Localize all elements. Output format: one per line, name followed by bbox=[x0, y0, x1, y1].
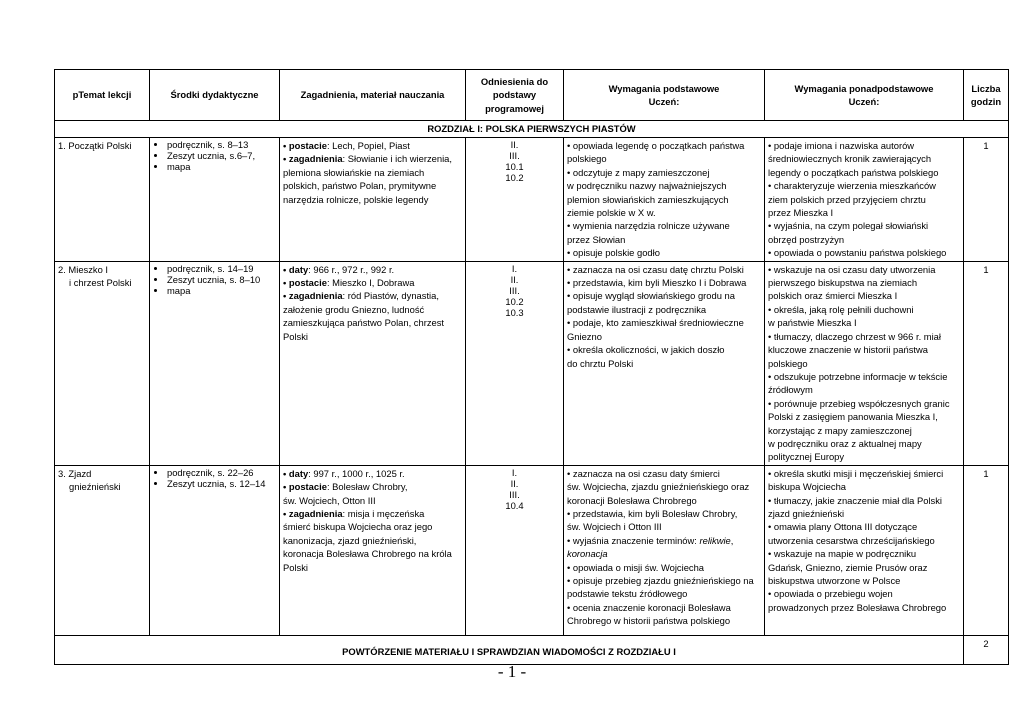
srodki-item: • mapa bbox=[167, 285, 276, 296]
zagadnienia-line bbox=[283, 520, 462, 533]
wymaganie-podstawowe: Gniezno bbox=[567, 330, 602, 342]
zagadnienia-text: : ród Piastów, dynastia, bbox=[342, 290, 439, 302]
odniesienie: I. bbox=[511, 466, 518, 478]
wymaganie-podstawowe: • odczytuje z mapy zamieszczonej bbox=[567, 166, 710, 178]
wymaganie-ponadpodstawowe: utworzenia cesarstwa chrześcijańskiego bbox=[768, 534, 935, 546]
zagadnienia-cell bbox=[280, 138, 466, 262]
wymaganie-ponadpodstawowe: zjazd gnieźnieński bbox=[768, 507, 845, 519]
wymaganie-ponadpodstawowe: średniowiecznych kronik zawierających bbox=[768, 153, 932, 165]
srodki-cell bbox=[150, 138, 280, 262]
header-row bbox=[55, 70, 1009, 121]
zagadnienia-line bbox=[283, 561, 462, 574]
srodki-item: • Zeszyt ucznia, s. 12–14 bbox=[167, 478, 276, 489]
odniesienie: 10.2 bbox=[505, 295, 524, 307]
srodki-cell bbox=[150, 465, 280, 635]
header-odniesienia: Odniesienia do podstawy programowej bbox=[466, 70, 564, 121]
lesson-title bbox=[55, 138, 150, 262]
zagadnienia-keyword: • zagadnienia bbox=[283, 153, 343, 165]
wymaganie-podstawowe: koronacji Bolesława Chrobrego bbox=[567, 494, 697, 506]
wymaganie-ponadpodstawowe: • określa, jaką rolę pełnili duchowni bbox=[768, 303, 914, 315]
wymaganie-ponadpodstawowe: ziem polskich przed przyjęciem chrztu bbox=[768, 193, 926, 205]
wymaganie-ponadpodstawowe: prowadzonych przez Bolesława Chrobrego bbox=[768, 601, 947, 613]
zagadnienia-text: Polski bbox=[283, 330, 309, 342]
wymagania-podstawowe-cell bbox=[564, 261, 765, 465]
srodki-item: • podręcznik, s. 14–19 bbox=[167, 263, 276, 274]
wymaganie-podstawowe: • opowiada legendę o początkach państwa bbox=[567, 140, 745, 151]
zagadnienia-keyword: • postacie bbox=[283, 277, 327, 289]
final-liczba-godzin: 2 bbox=[964, 635, 1009, 664]
lesson-row bbox=[55, 138, 1009, 262]
wymaganie-ponadpodstawowe: • tłumaczy, dlaczego chrzest w 966 r. miał bbox=[768, 330, 941, 342]
zagadnienia-text: narzędzia rolnicze, polskie legendy bbox=[283, 193, 429, 205]
zagadnienia-text: kanonizacja, zjazd gnieźnieński, bbox=[283, 534, 417, 546]
zagadnienia-text: : Lech, Popiel, Piast bbox=[326, 140, 410, 151]
odniesienie: 10.2 bbox=[505, 172, 524, 183]
wymaganie-ponadpodstawowe: • wskazuje na mapie w podręczniku bbox=[768, 548, 917, 560]
zagadnienia-line bbox=[283, 467, 462, 480]
wymaganie-ponadpodstawowe: • odszukuje potrzebne informacje w tekście bbox=[768, 370, 948, 382]
odniesienia-cell bbox=[466, 465, 564, 635]
zagadnienia-keyword: • zagadnienia bbox=[283, 290, 343, 302]
odniesienie: I. bbox=[511, 262, 518, 274]
lesson-title-line1: 1. Początki Polski bbox=[58, 140, 132, 151]
wymaganie-ponadpodstawowe: • podaje imiona i nazwiska autorów bbox=[768, 140, 915, 151]
wymaganie-podstawowe: św. Wojciecha, zjazdu gnieźnieńskiego oraz bbox=[567, 481, 750, 493]
wymaganie-podstawowe: Chrobrego w historii państwa polskiego bbox=[567, 615, 731, 627]
wymaganie-podstawowe: ziemie polskie w X w. bbox=[567, 207, 656, 219]
zagadnienia-line bbox=[283, 263, 462, 276]
wymaganie-podstawowe: • zaznacza na osi czasu datę chrztu Polski bbox=[567, 263, 744, 275]
zagadnienia-line bbox=[283, 193, 462, 206]
header-ponad-sub: Uczeń: bbox=[848, 96, 880, 107]
zagadnienia-text: : Słowianie i ich wierzenia, bbox=[342, 153, 452, 165]
liczba-godzin: 1 bbox=[964, 138, 1009, 262]
srodki-cell bbox=[150, 261, 280, 465]
wymaganie-podstawowe: • opisuje przebieg zjazdu gnieźnieńskiego na bbox=[567, 575, 754, 586]
wymaganie-podstawowe: • wymienia narzędzia rolnicze używane bbox=[567, 220, 730, 232]
liczba-godzin: 1 bbox=[964, 465, 1009, 635]
srodki-list bbox=[153, 263, 276, 296]
wymaganie-podstawowe: św. Wojciech i Otton III bbox=[567, 521, 662, 533]
wymaganie-podstawowe: podstawie tekstu źródłowego bbox=[567, 588, 688, 600]
wymaganie-podstawowe: • opowiada o misji św. Wojciecha bbox=[567, 561, 705, 573]
header-wymagania-podstawowe bbox=[564, 70, 765, 121]
wymaganie-ponadpodstawowe: • omawia plany Ottona III dotyczące bbox=[768, 521, 918, 533]
zagadnienia-line bbox=[283, 139, 462, 152]
zagadnienia-line bbox=[283, 480, 462, 493]
wymagania-ponadpodstawowe-cell bbox=[765, 465, 964, 635]
wymaganie-podstawowe: • podaje, kto zamieszkiwał średniowieczne bbox=[567, 317, 744, 329]
wymaganie-podstawowe: w podręczniku nazwy najważniejszych bbox=[567, 180, 727, 192]
header-temat: pTemat lekcji bbox=[55, 70, 150, 121]
wymaganie-ponadpodstawowe: kluczowe znaczenie w historii państwa bbox=[768, 344, 928, 356]
lesson-title bbox=[55, 465, 150, 635]
zagadnienia-line bbox=[283, 289, 462, 302]
zagadnienia-line bbox=[283, 179, 462, 192]
wymaganie-ponadpodstawowe: źródłowym bbox=[768, 384, 813, 396]
wymaganie-ponadpodstawowe: • określa skutki misji i męczeńskiej śmierci bbox=[768, 467, 944, 479]
wymaganie-podstawowe: polskiego bbox=[567, 153, 607, 165]
lesson-row bbox=[55, 465, 1009, 635]
zagadnienia-line bbox=[283, 534, 462, 547]
zagadnienia-text: koronacja Bolesława Chrobrego na króla bbox=[283, 548, 452, 560]
wymaganie-podstawowe: • przedstawia, kim byli Bolesław Chrobry, bbox=[567, 507, 738, 519]
final-row bbox=[55, 635, 1009, 664]
odniesienie: 10.3 bbox=[505, 306, 524, 318]
lesson-title-line2: gnieźnieński bbox=[69, 481, 121, 493]
wymaganie-podstawowe: • wyjaśnia znaczenie terminów: relikwie, bbox=[567, 534, 734, 546]
wymaganie-ponadpodstawowe: korzystając z mapy zamieszczonej bbox=[768, 424, 912, 436]
zagadnienia-cell bbox=[280, 261, 466, 465]
header-liczba-godzin: Liczba godzin bbox=[964, 70, 1009, 121]
srodki-item: • mapa bbox=[167, 161, 276, 172]
lesson-row bbox=[55, 261, 1009, 465]
header-srodki: Środki dydaktyczne bbox=[150, 70, 280, 121]
srodki-item: • Zeszyt ucznia, s. 8–10 bbox=[167, 274, 276, 285]
zagadnienia-line bbox=[283, 276, 462, 289]
odniesienia-cell bbox=[466, 138, 564, 262]
wymaganie-podstawowe: • ocenia znaczenie koronacji Bolesława bbox=[567, 601, 731, 613]
srodki-list bbox=[153, 139, 276, 172]
srodki-item: • podręcznik, s. 22–26 bbox=[167, 467, 276, 478]
zagadnienia-text: Polski bbox=[283, 561, 309, 573]
zagadnienia-text: : misja i męczeńska bbox=[342, 507, 425, 519]
zagadnienia-line bbox=[283, 507, 462, 520]
odniesienie: III. bbox=[509, 284, 520, 296]
wymaganie-podstawowe: podstawie ilustracji z podręcznika bbox=[567, 303, 707, 315]
zagadnienia-text: plemiona słowiańskie na ziemiach bbox=[283, 166, 425, 178]
wymaganie-ponadpodstawowe: w państwie Mieszka I bbox=[768, 317, 857, 329]
lesson-plan-table bbox=[54, 69, 1009, 665]
wymaganie-ponadpodstawowe: legendy o początkach państwa polskiego bbox=[768, 166, 939, 178]
wymaganie-ponadpodstawowe: przez Mieszka I bbox=[768, 207, 834, 219]
zagadnienia-keyword: • zagadnienia bbox=[283, 507, 343, 519]
wymaganie-podstawowe: plemion słowiańskich zamieszkujących bbox=[567, 193, 729, 205]
wymaganie-ponadpodstawowe: politycznej Europy bbox=[768, 451, 845, 463]
zagadnienia-line bbox=[283, 303, 462, 316]
lesson-title-line1: 3. Zjazd bbox=[58, 467, 92, 479]
odniesienia-cell bbox=[466, 261, 564, 465]
wymaganie-podstawowe: • zaznacza na osi czasu daty śmierci bbox=[567, 467, 720, 479]
wymaganie-ponadpodstawowe: • opowiada o powstaniu państwa polskiego bbox=[768, 247, 947, 259]
wymaganie-ponadpodstawowe: pierwszego biskupstwa na ziemiach bbox=[768, 277, 918, 289]
zagadnienia-keyword: • postacie bbox=[283, 481, 327, 493]
chapter-row bbox=[55, 121, 1009, 138]
zagadnienia-text: : 997 r., 1000 r., 1025 r. bbox=[308, 467, 405, 479]
wymagania-ponadpodstawowe-cell bbox=[765, 261, 964, 465]
wymagania-podstawowe-cell bbox=[564, 465, 765, 635]
header-wymagania-ponadpodstawowe bbox=[765, 70, 964, 121]
wymagania-podstawowe-cell bbox=[564, 138, 765, 262]
wymagania-ponadpodstawowe-cell bbox=[765, 138, 964, 262]
header-podst-title: Wymagania podstawowe bbox=[608, 82, 720, 94]
wymaganie-ponadpodstawowe: • charakteryzuje wierzenia mieszkańców bbox=[768, 180, 936, 192]
header-podst-sub: Uczeń: bbox=[648, 96, 680, 107]
zagadnienia-line bbox=[283, 152, 462, 165]
zagadnienia-cell bbox=[280, 465, 466, 635]
wymaganie-ponadpodstawowe: Gdańsk, Gniezno, ziemie Prusów oraz bbox=[768, 561, 928, 573]
wymaganie-podstawowe: koronacja bbox=[567, 548, 608, 560]
zagadnienia-text: zamieszkująca państwo Polan, chrzest bbox=[283, 317, 445, 329]
wymaganie-ponadpodstawowe: obrzęd postrzyżyn bbox=[768, 233, 845, 245]
odniesienie: II. bbox=[510, 139, 519, 150]
wymaganie-ponadpodstawowe: w podręczniku oraz z aktualnej mapy bbox=[768, 437, 922, 449]
wymaganie-podstawowe: • opisuje polskie godło bbox=[567, 247, 660, 259]
zagadnienia-text: założenie grodu Gniezno, ludność bbox=[283, 303, 425, 315]
wymaganie-ponadpodstawowe: polskich oraz śmierci Mieszka I bbox=[768, 290, 898, 302]
srodki-list bbox=[153, 467, 276, 489]
wymaganie-podstawowe: • określa okoliczności, w jakich doszło bbox=[567, 344, 725, 356]
wymaganie-podstawowe: • opisuje wygląd słowiańskiego grodu na bbox=[567, 290, 735, 302]
odniesienie: III. bbox=[509, 488, 520, 500]
wymaganie-podstawowe: do chrztu Polski bbox=[567, 357, 634, 369]
odniesienie: III. bbox=[509, 150, 520, 161]
zagadnienia-line bbox=[283, 494, 462, 507]
liczba-godzin: 1 bbox=[964, 261, 1009, 465]
wymaganie-ponadpodstawowe: Polski z zasięgiem panowania Mieszka I, bbox=[768, 411, 938, 423]
wymaganie-podstawowe: przez Słowian bbox=[567, 233, 626, 245]
wymaganie-podstawowe: • przedstawia, kim byli Mieszko I i Dobrawa bbox=[567, 277, 747, 289]
lesson-title bbox=[55, 261, 150, 465]
wymaganie-ponadpodstawowe: biskupa Wojciecha bbox=[768, 481, 846, 493]
zagadnienia-line bbox=[283, 316, 462, 329]
zagadnienia-text: polskich, państwo Polan, prymitywne bbox=[283, 180, 437, 192]
zagadnienia-text: św. Wojciech, Otton III bbox=[283, 494, 376, 506]
zagadnienia-line bbox=[283, 166, 462, 179]
wymaganie-ponadpodstawowe: • wyjaśnia, na czym polegał słowiański bbox=[768, 220, 929, 232]
odniesienie: 10.1 bbox=[505, 161, 524, 172]
zagadnienia-line bbox=[283, 547, 462, 560]
odniesienie: 10.4 bbox=[505, 499, 524, 511]
wymaganie-ponadpodstawowe: • wskazuje na osi czasu daty utworzenia bbox=[768, 263, 936, 275]
wymaganie-ponadpodstawowe: polskiego bbox=[768, 357, 808, 369]
zagadnienia-line bbox=[283, 330, 462, 343]
zagadnienia-keyword: • daty bbox=[283, 263, 309, 275]
odniesienie: II. bbox=[510, 477, 519, 489]
srodki-item: • Zeszyt ucznia, s.6–7, bbox=[167, 150, 276, 161]
lesson-title-line1: 2. Mieszko I bbox=[58, 263, 109, 275]
zagadnienia-text: : Bolesław Chrobry, bbox=[326, 481, 408, 493]
header-zagadnienia: Zagadnienia, materiał nauczania bbox=[280, 70, 466, 121]
zagadnienia-keyword: • postacie bbox=[283, 140, 327, 151]
lesson-title-line2: i chrzest Polski bbox=[69, 277, 132, 289]
zagadnienia-text: : Mieszko I, Dobrawa bbox=[326, 277, 415, 289]
header-ponad-title: Wymagania ponadpodstawowe bbox=[794, 82, 934, 94]
zagadnienia-text: śmierć biskupa Wojciecha oraz jego bbox=[283, 521, 433, 533]
srodki-item: • podręcznik, s. 8–13 bbox=[167, 139, 276, 150]
odniesienie: II. bbox=[510, 273, 519, 285]
wymaganie-ponadpodstawowe: • tłumaczy, jakie znaczenie miał dla Polski bbox=[768, 494, 943, 506]
zagadnienia-keyword: • daty bbox=[283, 467, 309, 479]
wymaganie-ponadpodstawowe: • porównuje przebieg współczesnych granic bbox=[768, 397, 950, 409]
chapter-title: ROZDZIAŁ I: POLSKA PIERWSZYCH PIASTÓW bbox=[55, 121, 1009, 138]
final-label: POWTÓRZENIE MATERIAŁU I SPRAWDZIAN WIADOMOŚCI Z ROZDZIAŁU I bbox=[55, 635, 964, 664]
page-number: - 1 - bbox=[497, 662, 527, 681]
zagadnienia-text: : 966 r., 972 r., 992 r. bbox=[308, 263, 395, 275]
wymaganie-ponadpodstawowe: biskupstwa utworzone w Polsce bbox=[768, 575, 901, 586]
wymaganie-ponadpodstawowe: • opowiada o przebiegu wojen bbox=[768, 588, 893, 600]
